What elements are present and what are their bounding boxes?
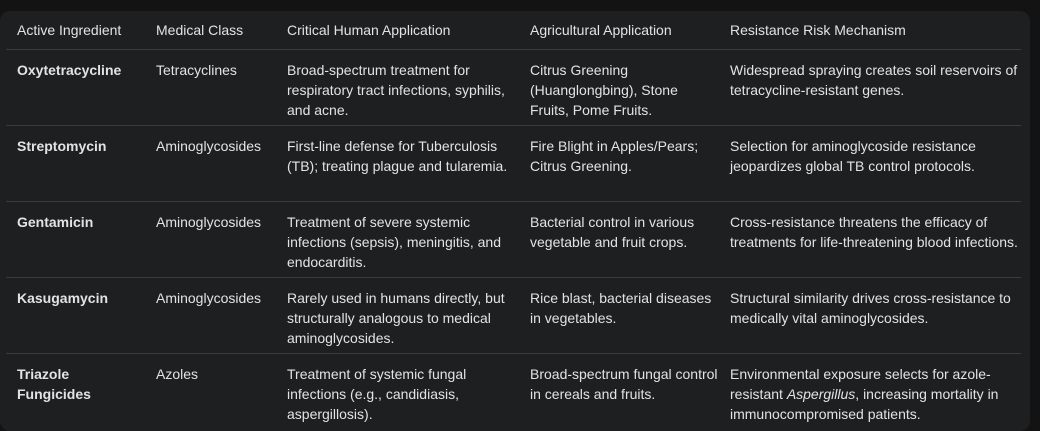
table-row: [6, 277, 1021, 353]
cell-agricultural-application: Bacterial control in various vegetable and fruit crops.: [519, 201, 719, 277]
cell-human-application: Rarely used in humans directly, but structurally analogous to medical aminoglycosides.: [276, 277, 519, 353]
cell-active-ingredient: Triazole Fungicides: [17, 365, 91, 402]
cell-agricultural-application: Fire Blight in Apples/Pears; Citrus Greening.: [519, 125, 719, 201]
resistance-risk-text-end: , increasing mortality in immunocompromised patients.: [730, 385, 999, 422]
cell-medical-class: Aminoglycosides: [145, 125, 276, 201]
antibiotic-resistance-table: [6, 11, 1021, 429]
header-active-ingredient: Active Ingredient: [6, 11, 145, 49]
resistance-risk-organism: Aspergillus: [786, 385, 856, 402]
cell-medical-class: Azoles: [156, 365, 199, 382]
cell-agricultural-application: Citrus Greening (Huanglongbing), Stone Fruits, Pome Fruits.: [519, 49, 719, 125]
cell-active-ingredient: Gentamicin: [6, 201, 145, 277]
resistance-risk-text-start: Environmental exposure selects for azole-resistant: [730, 365, 991, 402]
cell-medical-class: Aminoglycosides: [145, 201, 276, 277]
header-agricultural-application: Agricultural Application: [519, 11, 719, 49]
cell-resistance-risk: Structural similarity drives cross-resistance to medically vital aminoglycosides.: [719, 277, 1021, 353]
cell-agricultural-application: Broad-spectrum fungal control in cereals and fruits.: [530, 365, 718, 402]
header-critical-human-application: Critical Human Application: [276, 11, 519, 49]
table-panel: [0, 11, 1030, 431]
cell-active-ingredient: Kasugamycin: [6, 277, 145, 353]
header-medical-class: Medical Class: [145, 11, 276, 49]
cell-medical-class: Aminoglycosides: [145, 277, 276, 353]
cell-human-application: Broad-spectrum treatment for respiratory tract infections, syphilis, and acne.: [276, 49, 519, 125]
cell-medical-class: Tetracyclines: [145, 49, 276, 125]
table-row: [6, 125, 1021, 201]
cell-active-ingredient: Streptomycin: [6, 125, 145, 201]
cell-resistance-risk: Selection for aminoglycoside resistance jeopardizes global TB control protocols.: [719, 125, 1021, 201]
cell-agricultural-application: Rice blast, bacterial diseases in vegetables.: [519, 277, 719, 353]
cell-active-ingredient: Oxytetracycline: [6, 49, 145, 125]
table-row: [6, 353, 1021, 429]
table-row: [6, 49, 1021, 125]
header-resistance-risk-mechanism: Resistance Risk Mechanism: [719, 11, 1021, 49]
cell-resistance-risk: Cross-resistance threatens the efficacy of treatments for life-threatening blood infections.: [719, 201, 1021, 277]
cell-resistance-risk: [719, 353, 1021, 429]
cell-resistance-risk: Widespread spraying creates soil reservoirs of tetracycline-resistant genes.: [719, 49, 1021, 125]
header-row: [6, 11, 1021, 49]
table-row: [6, 201, 1021, 277]
cell-human-application: Treatment of systemic fungal infections (e.g., candidiasis, aspergillosis).: [287, 365, 467, 422]
cell-human-application: First-line defense for Tuberculosis (TB); treating plague and tularemia.: [276, 125, 519, 201]
cell-human-application: Treatment of severe systemic infections (sepsis), meningitis, and endocarditis.: [276, 201, 519, 277]
